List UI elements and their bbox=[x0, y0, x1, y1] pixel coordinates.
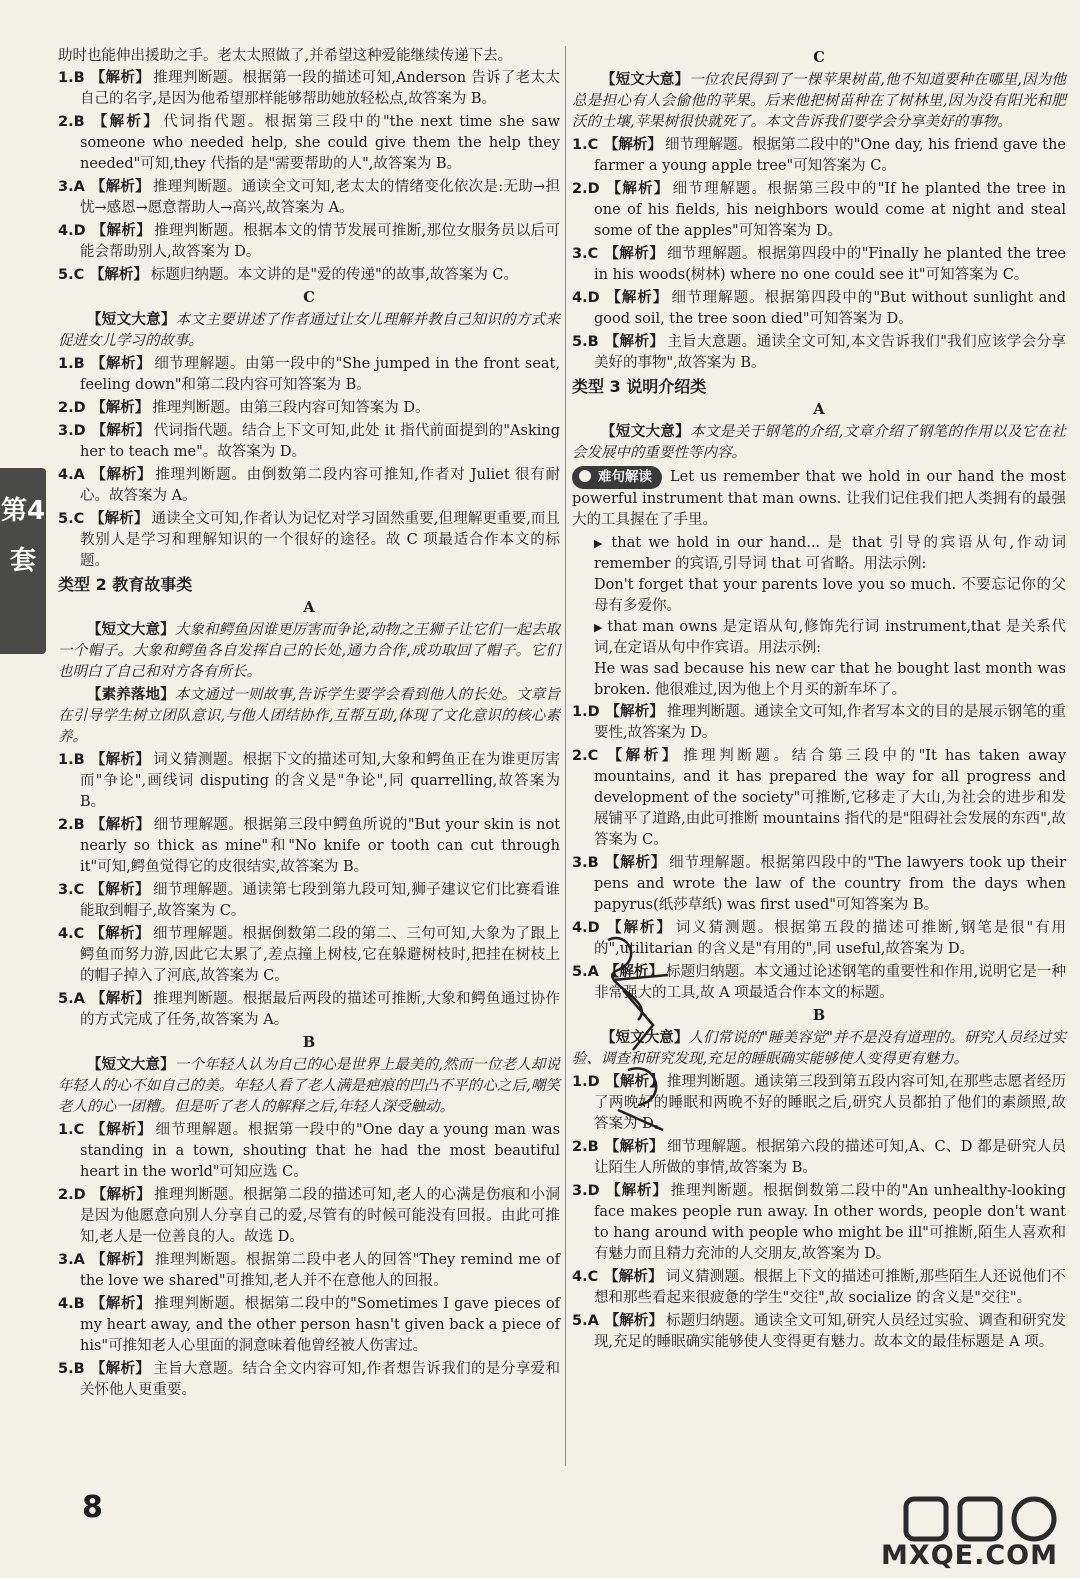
answer-item: 4.C 【解析】 词义猜测题。根据上下文的描述可推断,那些陌生人还说他们不想和那些看起来很疲惫的学生"交往",故 socialize 的含义是"交往"。 bbox=[572, 1268, 1067, 1306]
answer-list-c bbox=[58, 353, 560, 572]
example-sentence: Don't forget that your parents love you so much. 不要忘记你的父母有多爱你。 bbox=[594, 577, 1066, 614]
answer-list-a bbox=[58, 67, 560, 286]
answer-item: 3.A 【解析】 推理判断题。根据第二段中老人的回答"They remind me of the love we shared"可推知,老人并不在意他人的回报。 bbox=[58, 1251, 561, 1289]
literacy-note: 【素养落地】本文通过一则故事,告诉学生要学会看到他人的长处。文章旨在引导学生树立团队意识,与他人团结协作,互帮互助,体现了文化意识的核心素养。 bbox=[58, 686, 561, 745]
answer-item: 1.D 【解析】 推理判断题。通读第三段到第五段内容可知,在那些志愿者经历了两晚好的睡眠和两晚不好的睡眠之后,研究人员都拍了他们的素颜照,故答案为 D。 bbox=[572, 1073, 1067, 1132]
section-title: A bbox=[303, 599, 315, 616]
answer-list-type2-b bbox=[58, 1119, 560, 1401]
answer-item: 4.D 【解析】 细节理解题。根据第四段中的"But without sunlight and good soil, the tree soon died"可知答案为 D。 bbox=[572, 289, 1067, 327]
answer-item: 1.B 【解析】 细节理解题。由第一段中的"She jumped in the front seat, feeling down"和第二段内容可知答案为 B。 bbox=[58, 355, 560, 393]
hard-sentence-badge: 难句解读 bbox=[572, 466, 662, 489]
answer-item: 1.C 【解析】 细节理解题。根据第一段中的"One day a young man was standing in a town, shouting that he had the most beautiful heart in the world"可知应选 C。 bbox=[58, 1121, 561, 1180]
right-column bbox=[572, 46, 1066, 1354]
summary: 【短文大意】人们常说的"睡美容觉"并不是没有道理的。研究人员经过实验、调查和研究发现,充足的睡眠确实能够使人变得更有魅力。 bbox=[572, 1029, 1066, 1067]
watermark-text: MXQE.COM bbox=[881, 1540, 1058, 1571]
summary: 【短文大意】一个年轻人认为自己的心是世界上最美的,然而一位老人却说年轻人的心不如自己的美。年轻人看了老人满是疤痕的凹凸不平的心之后,嘲笑老人的心一团糟。但是听了老人的解释之后,年轻人深受触动。 bbox=[58, 1056, 561, 1115]
page-number: 8 bbox=[82, 1490, 103, 1525]
answer-item: 2.D 【解析】 细节理解题。根据第三段中的"If he planted the tree in one of his fields, his neighbors would come at night and steal some of the apples"可知答案为 D。 bbox=[572, 180, 1067, 239]
summary: 【短文大意】一位农民得到了一棵苹果树苗,他不知道要种在哪里,因为他总是担心有人会偷他的苹果。后来他把树苗种在了树林里,因为没有阳光和肥沃的土壤,苹果树很快就死了。本文告诉我们要学会分享美好的事物。 bbox=[572, 71, 1067, 130]
column-divider bbox=[565, 46, 566, 1466]
side-tab-label: 第4套 bbox=[0, 496, 46, 576]
answer-item: 5.A 【解析】 标题归纳题。本文通过论述钢笔的重要性和作用,说明它是一种非常强大的工具,故 A 项最适合作本文的标题。 bbox=[572, 963, 1067, 1001]
answer-item: 3.D 【解析】 代词指代题。结合上下文可知,此处 it 指代前面提到的"Asking her to teach me"。故答案为 D。 bbox=[58, 422, 561, 460]
summary: 【短文大意】本文主要讲述了作者通过让女儿理解并教自己知识的方式来促进女儿学习的故事。 bbox=[58, 311, 561, 349]
section-title: A bbox=[813, 401, 825, 418]
intro-text: 助时也能伸出援助之手。老太太照做了,并希望这种爱能继续传递下去。 bbox=[58, 48, 513, 64]
answer-item: 2.B 【解析】 代词指代题。根据第三段中的"the next time she saw someone who needed help, she could give them the help they needed"可知,they 代指的是"需要帮助的人",故答案为 B。 bbox=[58, 113, 561, 172]
answer-item: 3.A 【解析】 推理判断题。通读全文可知,老太太的情绪变化依次是:无助→担忧→感恩→愿意帮助人→高兴,故答案为 A。 bbox=[58, 178, 561, 216]
pen-icon bbox=[579, 470, 591, 482]
handwriting-scribble bbox=[598, 930, 688, 1150]
answer-item: 3.B 【解析】 细节理解题。根据第四段中的"The lawyers took up their pens and wrote the law of the country from the days when papyrus(纸莎草纸) was first used"可知答案为 B。 bbox=[572, 854, 1067, 913]
summary: 【短文大意】本文是关于钢笔的介绍,文章介绍了钢笔的作用以及它在社会发展中的重要性等内容。 bbox=[572, 423, 1066, 461]
left-column bbox=[58, 46, 560, 1402]
answer-item: 5.A 【解析】 标题归纳题。通读全文可知,研究人员经过实验、调查和研究发现,充足的睡眠确实能够使人变得更有魅力。故本文的最佳标题是 A 项。 bbox=[572, 1312, 1067, 1350]
hard-sentence: 难句解读 Let us remember that we hold in our hand the most powerful instrument that man owns. 让我们记住我们把人类拥有的最强大的工具握在了手里。 bbox=[572, 466, 1066, 531]
answer-item: 3.C 【解析】 细节理解题。通读第七段到第九段可知,狮子建议它们比赛看谁能取到帽子,故答案为 C。 bbox=[58, 881, 561, 919]
answer-item: 2.B 【解析】 细节理解题。根据第六段的描述可知,A、C、D 都是研究人员让陌生人所做的事情,故答案为 B。 bbox=[572, 1138, 1067, 1176]
type-heading: 类型 2 教育故事类 bbox=[58, 575, 193, 594]
answer-item: 5.B 【解析】 主旨大意题。结合全文内容可知,作者想告诉我们的是分享爱和关怀他人更重要。 bbox=[58, 1360, 561, 1398]
triangle-icon: ▶ bbox=[594, 537, 612, 550]
section-title: C bbox=[303, 289, 315, 306]
triangle-icon: ▶ bbox=[594, 621, 608, 634]
section-title: B bbox=[812, 1007, 826, 1024]
answer-item: 4.A 【解析】 推理判断题。由倒数第二段内容可推知,作者对 Juliet 很有耐心。故答案为 A。 bbox=[58, 466, 560, 504]
grammar-note: ▶ that man owns 是定语从句,修饰先行词 instrument,that 是关系代词,在定语从句中作宾语。用法示例: bbox=[594, 619, 1066, 656]
example-sentence: He was sad because his new car that he bought last month was broken. 他很难过,因为他上个月买的新车坏了。 bbox=[594, 661, 1066, 698]
watermark bbox=[881, 1495, 1070, 1573]
grammar-note: ▶ that we hold in our hand... 是 that 引导的宾语从句,作动词 remember 的宾语,引导词 that 可省略。用法示例: bbox=[594, 535, 1066, 572]
watermark-logo bbox=[900, 1495, 1066, 1543]
answer-item: 4.D 【解析】 推理判断题。根据本文的情节发展可推断,那位女服务员以后可能会帮助别人,故答案为 D。 bbox=[58, 222, 561, 260]
answer-item: 5.C 【解析】 通读全文可知,作者认为记忆对学习固然重要,但理解更重要,而且教别人是学习和理解知识的一个很好的途径。故 C 项最适合作本文的标题。 bbox=[58, 510, 561, 569]
answer-item: 1.C 【解析】 细节理解题。根据第二段中的"One day, his friend gave the farmer a young apple tree"可知答案为 C。 bbox=[572, 136, 1067, 174]
answer-item: 4.D 【解析】 词义猜测题。根据第五段的描述可推断,钢笔是很"有用的",utilitarian 的含义是"有用的",同 useful,故答案为 D。 bbox=[572, 919, 1067, 957]
answer-item: 5.A 【解析】 推理判断题。根据最后两段的描述可推断,大象和鳄鱼通过协作的方式完成了任务,故答案为 A。 bbox=[58, 990, 561, 1028]
side-tab bbox=[0, 468, 46, 654]
section-title: C bbox=[813, 49, 825, 66]
answer-item: 3.C 【解析】 细节理解题。根据第四段中的"Finally he planted the tree in his woods(树林) where no one could see it"可知答案为 C。 bbox=[572, 245, 1067, 283]
answer-item: 1.B 【解析】 推理判断题。根据第一段的描述可知,Anderson 告诉了老太太自己的名字,是因为他希望那样能够帮助她放轻松点,故答案为 B。 bbox=[58, 69, 561, 107]
answer-list-right-c bbox=[572, 134, 1066, 374]
answer-item: 2.C 【解析】 推理判断题。结合第三段中的"It has taken away mountains, and it has prepared the way for all progress and development of the society"可推断,它移走了大山,为社会的进步和发展铺平了道路,由此可推断 mountains 指代的是"阻碍社会发展的东西",故答案为 C。 bbox=[572, 747, 1067, 848]
answer-item: 2.D 【解析】 推理判断题。由第三段内容可知答案为 D。 bbox=[58, 399, 430, 416]
answer-item: 4.B 【解析】 推理判断题。根据第二段中的"Sometimes I gave pieces of my heart away, and the other person hasn't given back a piece of his"可推知老人心里面的洞意味着他曾经被人伤害过。 bbox=[58, 1295, 560, 1354]
answer-item: 5.B 【解析】 主旨大意题。通读全文可知,本文告诉我们"我们应该学会分享美好的事物",故答案为 B。 bbox=[572, 333, 1067, 371]
answer-item: 2.B 【解析】 细节理解题。根据第三段中鳄鱼所说的"But your skin is not nearly so thick as mine"和"No knife or tooth can cut through it"可知,鳄鱼觉得它的皮很结实,故答案为 B。 bbox=[58, 816, 561, 875]
answer-item: 4.C 【解析】 细节理解题。根据倒数第二段的第二、三句可知,大象为了跟上鳄鱼而努力游,因此它太累了,差点撞上树枝,它在躲避树枝时,把挂在树枝上的帽子掉入了河底,故答案为 C。 bbox=[58, 925, 561, 984]
answer-item: 1.B 【解析】 词义猜测题。根据下文的描述可知,大象和鳄鱼正在为谁更厉害而"争论",画线词 disputing 的含义是"争论",同 quarrelling,故答案为 B。 bbox=[58, 751, 561, 810]
answer-item: 1.D 【解析】 推理判断题。通读全文可知,作者写本文的目的是展示钢笔的重要性,故答案为 D。 bbox=[572, 703, 1067, 741]
section-title: B bbox=[302, 1034, 316, 1051]
answer-item: 3.D 【解析】 推理判断题。根据倒数第二段中的"An unhealthy-looking face makes people run away. In other words, people don't want to hang around with people who might be ill"可推断,陌生人喜欢和有魅力而且精力充沛的人交朋友,故答案为 D。 bbox=[572, 1182, 1066, 1262]
answer-item: 5.C 【解析】 标题归纳题。本文讲的是"爱的传递"的故事,故答案为 C。 bbox=[58, 266, 519, 283]
type-heading: 类型 3 说明介绍类 bbox=[572, 377, 707, 396]
summary: 【短文大意】大象和鳄鱼因谁更厉害而争论,动物之王狮子让它们一起去取一个帽子。大象和鳄鱼各自发挥自己的长处,通力合作,成功取回了帽子。它们也明白了自己和对方各有所长。 bbox=[58, 621, 561, 680]
answer-list-type2-a bbox=[58, 749, 560, 1031]
answer-item: 2.D 【解析】 推理判断题。根据第二段的描述可知,老人的心满是伤痕和小洞是因为他愿意向别人分享自己的爱,尽管有的时候可能没有回报。由此可推知,老人是一位善良的人。故选 D。 bbox=[58, 1186, 561, 1245]
